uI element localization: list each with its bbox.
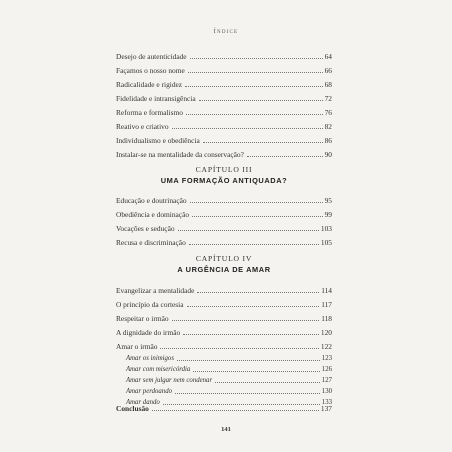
toc-subentry[interactable] — [116, 374, 332, 385]
dot-leader — [203, 141, 323, 143]
dot-leader — [187, 305, 320, 307]
chapter-number: CAPÍTULO IV — [195, 254, 253, 263]
toc-entry[interactable] — [116, 236, 332, 247]
toc-entry-page: 66 — [324, 66, 332, 75]
toc-subentry-page: 133 — [321, 399, 332, 406]
dot-leader — [172, 319, 320, 321]
dot-leader — [199, 99, 323, 101]
toc-entry[interactable] — [116, 64, 332, 75]
dot-leader — [152, 409, 319, 411]
dot-leader — [188, 71, 323, 73]
dot-leader — [177, 359, 320, 361]
toc-subentry-page: 127 — [321, 377, 332, 384]
chapter-title: UMA FORMAÇÃO ANTIQUADA? — [160, 176, 288, 185]
toc-subentry-label: Amar com misericórdia — [126, 366, 191, 373]
dot-leader — [190, 57, 323, 59]
toc-entry-label: O princípio da cortesia — [116, 300, 184, 309]
toc-subentry-page: 126 — [321, 366, 332, 373]
dot-leader — [197, 291, 319, 293]
toc-entry[interactable] — [116, 222, 332, 233]
toc-entry-page: 105 — [320, 238, 332, 247]
toc-entry-label: Amar o irmão — [116, 342, 158, 351]
toc-entry-label: Desejo de autenticidade — [116, 52, 187, 61]
toc-entry-label: Façamos o nosso nome — [116, 66, 185, 75]
toc-entry-page: 137 — [320, 404, 332, 413]
toc-entry-page: 64 — [324, 52, 332, 61]
toc-entry[interactable] — [116, 106, 332, 117]
toc-entry-label: Individualismo e obediência — [116, 136, 200, 145]
toc-entry[interactable] — [116, 148, 332, 159]
toc-entry-label: A dignidade do irmão — [116, 328, 181, 337]
toc-subentry-label: Amar os inimigos — [126, 355, 174, 362]
running-head: Índice — [213, 28, 239, 35]
dot-leader — [186, 113, 323, 115]
dot-leader — [247, 155, 323, 157]
dot-leader — [175, 392, 320, 394]
chapter-title: A URGÊNCIA DE AMAR — [177, 265, 271, 274]
toc-subentry-page: 130 — [321, 388, 332, 395]
dot-leader — [178, 229, 319, 231]
toc-subentry-label: Amar sem julgar nem condenar — [126, 377, 213, 384]
toc-entry[interactable] — [116, 92, 332, 103]
toc-entry-label: Conclusão — [116, 404, 149, 413]
toc-entry-page: 86 — [324, 136, 332, 145]
toc-entry[interactable] — [116, 340, 332, 351]
dot-leader — [192, 215, 323, 217]
toc-entry-page: 82 — [324, 122, 332, 131]
dot-leader — [160, 347, 318, 349]
toc-entry-label: Respeitar o irmão — [116, 314, 169, 323]
toc-entry[interactable] — [116, 208, 332, 219]
toc-entry-page: 114 — [321, 286, 332, 295]
dot-leader — [183, 333, 319, 335]
toc-entry[interactable] — [116, 134, 332, 145]
toc-entry[interactable] — [116, 326, 332, 337]
toc-entry-page: 117 — [321, 300, 332, 309]
toc-entry[interactable] — [116, 78, 332, 89]
dot-leader — [193, 370, 319, 372]
toc-entry-page: 68 — [324, 80, 332, 89]
toc-entry-page: 118 — [321, 314, 332, 323]
dot-leader — [190, 201, 323, 203]
toc-entry[interactable] — [116, 194, 332, 205]
toc-entry[interactable] — [116, 120, 332, 131]
toc-subentry[interactable] — [116, 352, 332, 363]
toc-entry[interactable] — [116, 50, 332, 61]
dot-leader — [215, 381, 320, 383]
toc-entry-label: Reforma e formalismo — [116, 108, 183, 117]
toc-entry-label: Instalar-se na mentalidade da conservação? — [116, 150, 244, 159]
toc-subentry-label: Amar dando — [126, 399, 160, 406]
toc-subentry[interactable] — [116, 363, 332, 374]
toc-entry-page: 103 — [320, 224, 332, 233]
toc-entry[interactable] — [116, 298, 332, 309]
toc-entry-page: 72 — [324, 94, 332, 103]
toc-entry-label: Reativo e criativo — [116, 122, 169, 131]
toc-entry-label: Radicalidade e rigidez — [116, 80, 183, 89]
toc-subentry[interactable] — [116, 385, 332, 396]
toc-entry-page: 120 — [320, 328, 332, 337]
toc-entry-label: Evangelizar a mentalidade — [116, 286, 195, 295]
toc-entry-page: 76 — [324, 108, 332, 117]
toc-entry-conclusion[interactable] — [116, 402, 332, 413]
page-number: 141 — [221, 426, 231, 433]
toc-entry-label: Obediência e dominação — [116, 210, 190, 219]
dot-leader — [185, 85, 323, 87]
toc-entry[interactable] — [116, 284, 332, 295]
toc-entry-label: Vocações e sedução — [116, 224, 175, 233]
toc-entry[interactable] — [116, 312, 332, 323]
toc-subentry-label: Amar perdoando — [126, 388, 173, 395]
toc-subentry-page: 123 — [321, 355, 332, 362]
dot-leader — [189, 243, 319, 245]
chapter-number: CAPÍTULO III — [195, 165, 253, 174]
toc-entry-page: 90 — [324, 150, 332, 159]
toc-entry-page: 95 — [324, 196, 332, 205]
toc-entry-label: Recusa e discriminação — [116, 238, 186, 247]
toc-entry-page: 122 — [320, 342, 332, 351]
dot-leader — [172, 127, 323, 129]
toc-entry-label: Educação e doutrinação — [116, 196, 187, 205]
toc-entry-label: Fidelidade e intransigência — [116, 94, 196, 103]
toc-entry-page: 99 — [324, 210, 332, 219]
